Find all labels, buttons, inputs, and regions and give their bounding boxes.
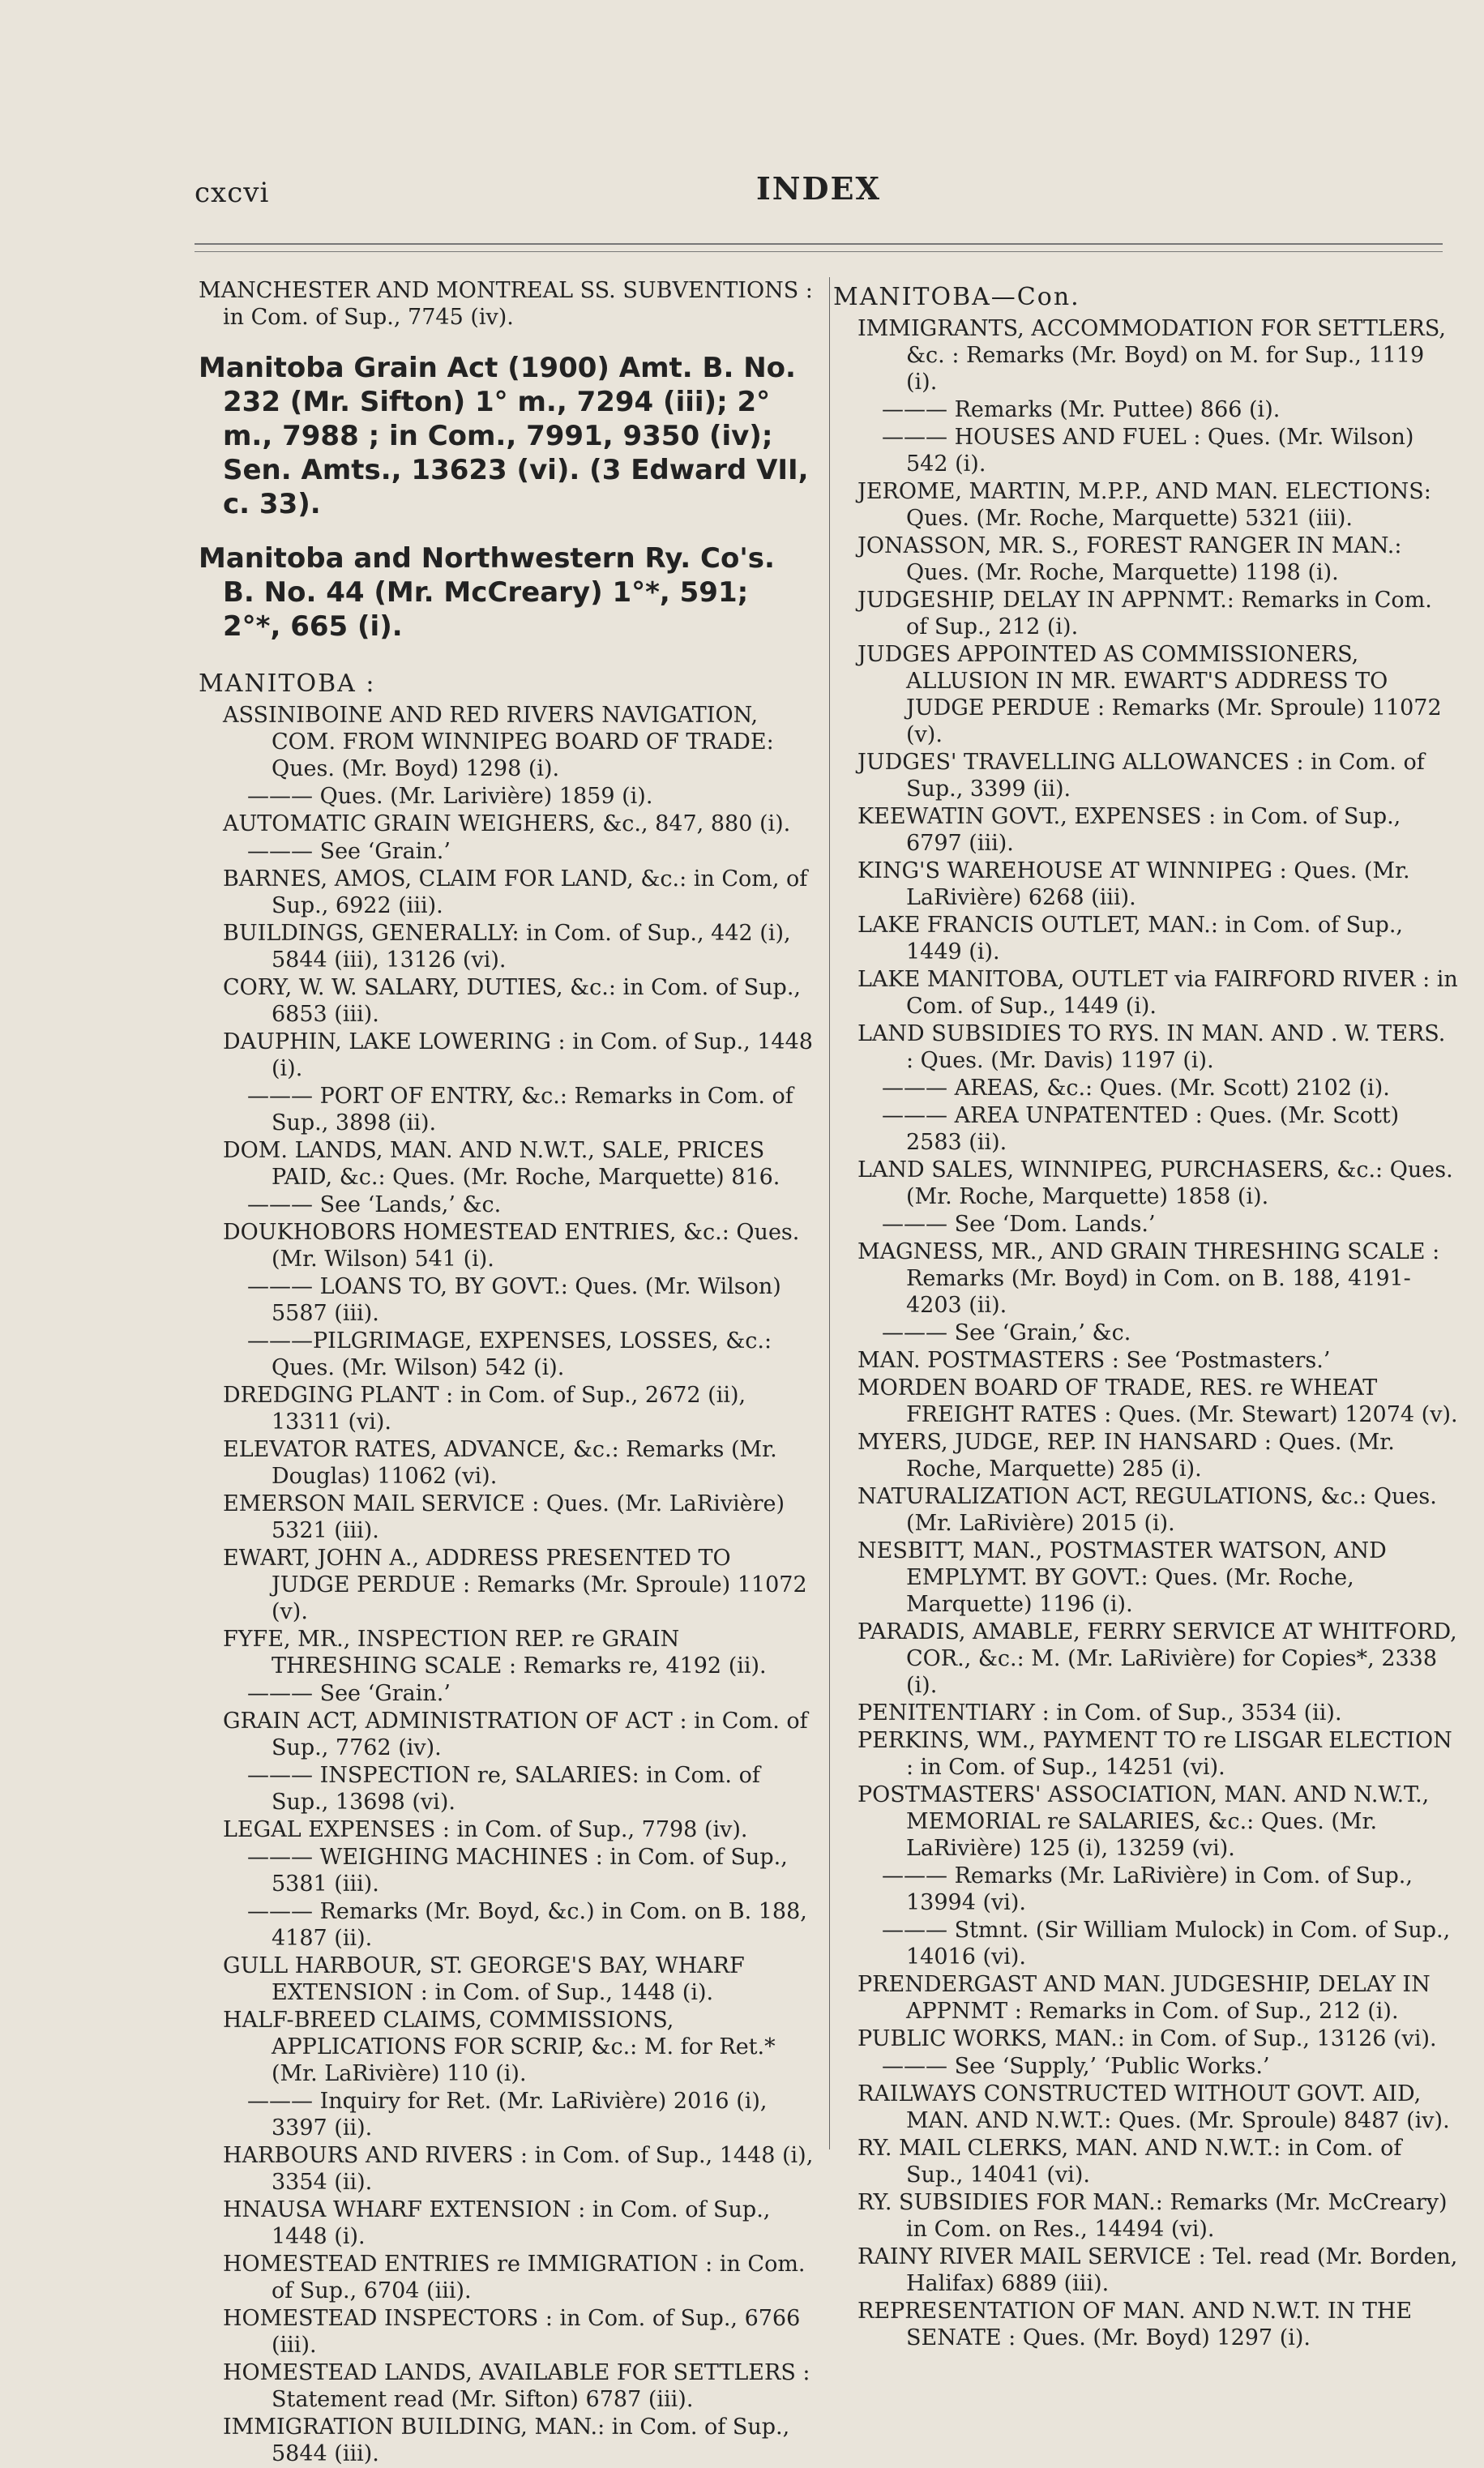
index-subentry: ——— See ‘Grain,’ &c. — [882, 1320, 1131, 1345]
index-entry: ASSINIBOINE AND RED RIVERS NAVIGATION, COM. FROM WINNIPEG BOARD OF TRADE: Ques. (Mr. Boyd) 1298 (i). — [223, 703, 774, 781]
index-entry: ELEVATOR RATES, ADVANCE, &c.: Remarks (Mr. Douglas) 11062 (vi). — [223, 1437, 777, 1489]
index-entry: AUTOMATIC GRAIN WEIGHERS, &c., 847, 880 (i). — [223, 811, 791, 836]
header-rule — [195, 243, 1443, 245]
index-entry: JUDGES APPOINTED AS COMMISSIONERS, ALLUSION IN MR. EWART'S ADDRESS TO JUDGE PERDUE : Remarks (Mr. Sproule) 11072 (v). — [857, 642, 1442, 747]
index-entry: PRENDERGAST AND MAN. JUDGESHIP, DELAY IN APPNMT : Remarks in Com. of Sup., 212 (i). — [857, 1972, 1431, 2024]
index-entry: HNAUSA WHARF EXTENSION : in Com. of Sup., 1448 (i). — [223, 2197, 771, 2249]
index-entry: DREDGING PLANT : in Com. of Sup., 2672 (ii), 13311 (vi). — [223, 1383, 746, 1435]
index-entry: LAKE MANITOBA, OUTLET via FAIRFORD RIVER : in Com. of Sup., 1449 (i). — [857, 967, 1458, 1019]
section-heading: MANITOBA : — [199, 669, 376, 698]
index-entry: BUILDINGS, GENERALLY: in Com. of Sup., 442 (i), 5844 (iii), 13126 (vi). — [223, 921, 791, 973]
index-entry: FYFE, MR., INSPECTION REP. re GRAIN THRESHING SCALE : Remarks re, 4192 (ii). — [223, 1627, 767, 1679]
index-entry: JUDGES' TRAVELLING ALLOWANCES : in Com. of Sup., 3399 (ii). — [857, 750, 1425, 802]
index-subentry: ——— See ‘Grain.’ — [247, 1681, 451, 1706]
column-divider — [829, 277, 830, 2149]
index-entry: GULL HARBOUR, ST. GEORGE'S BAY, WHARF EXTENSION : in Com. of Sup., 1448 (i). — [223, 1953, 745, 2005]
index-entry: MYERS, JUDGE, REP. IN HANSARD : Ques. (Mr. Roche, Marquette) 285 (i). — [857, 1430, 1395, 1482]
index-entry: MAN. POSTMASTERS : See ‘Postmasters.’ — [857, 1348, 1331, 1373]
index-entry: POSTMASTERS' ASSOCIATION, MAN. AND N.W.T., MEMORIAL re SALARIES, &c.: Ques. (Mr. LaRivière) 125 (i), 13259 (vi). — [857, 1782, 1430, 1861]
index-entry: PENITENTIARY : in Com. of Sup., 3534 (ii). — [857, 1700, 1342, 1726]
index-entry: PUBLIC WORKS, MAN.: in Com. of Sup., 13126 (vi). — [857, 2026, 1437, 2051]
index-entry: RY. MAIL CLERKS, MAN. AND N.W.T.: in Com. of Sup., 14041 (vi). — [857, 2136, 1402, 2188]
page-header — [195, 170, 1443, 219]
index-entry: RY. SUBSIDIES FOR MAN.: Remarks (Mr. McCreary) in Com. on Res., 14494 (vi). — [857, 2190, 1448, 2242]
index-entry: HOMESTEAD INSPECTORS : in Com. of Sup., 6766 (iii). — [223, 2306, 801, 2358]
running-title: INDEX — [756, 170, 881, 207]
index-subentry: ——— INSPECTION re, SALARIES: in Com. of Sup., 13698 (vi). — [247, 1763, 760, 1815]
index-entry: REPRESENTATION OF MAN. AND N.W.T. IN THE SENATE : Ques. (Mr. Boyd) 1297 (i). — [857, 2299, 1413, 2350]
index-entry: LEGAL EXPENSES : in Com. of Sup., 7798 (iv). — [223, 1817, 748, 1842]
index-entry: LAND SUBSIDIES TO RYS. IN MAN. AND . W. TERS. : Ques. (Mr. Davis) 1197 (i). — [857, 1021, 1446, 1073]
index-entry: NESBITT, MAN., POSTMASTER WATSON, AND EMPLYMT. BY GOVT.: Ques. (Mr. Roche, Marquette) 1196 (i). — [857, 1538, 1387, 1617]
index-entry: HARBOURS AND RIVERS : in Com. of Sup., 1448 (i), 3354 (ii). — [223, 2143, 814, 2195]
index-subentry: ———PILGRIMAGE, EXPENSES, LOSSES, &c.: Ques. (Mr. Wilson) 542 (i). — [247, 1328, 772, 1380]
index-entry: DOUKHOBORS HOMESTEAD ENTRIES, &c.: Ques. (Mr. Wilson) 541 (i). — [223, 1220, 800, 1272]
index-entry: BARNES, AMOS, CLAIM FOR LAND, &c.: in Com, of Sup., 6922 (iii). — [223, 866, 808, 918]
section-heading: MANITOBA—Con. — [833, 283, 1080, 311]
index-subentry: ——— See ‘Grain.’ — [247, 839, 451, 864]
index-subentry: ——— See ‘Lands,’ &c. — [247, 1192, 502, 1217]
left-column — [199, 277, 815, 2468]
index-subentry: ——— AREAS, &c.: Ques. (Mr. Scott) 2102 (i). — [882, 1076, 1390, 1101]
index-subentry: ——— See ‘Dom. Lands.’ — [882, 1212, 1156, 1237]
index-subentry: ——— PORT OF ENTRY, &c.: Remarks in Com. of Sup., 3898 (ii). — [247, 1084, 793, 1136]
index-entry: DOM. LANDS, MAN. AND N.W.T., SALE, PRICES PAID, &c.: Ques. (Mr. Roche, Marquette) 816. — [223, 1138, 780, 1190]
index-subentry: ——— Inquiry for Ret. (Mr. LaRivière) 2016 (i), 3397 (ii). — [247, 2089, 768, 2141]
index-entry: KING'S WAREHOUSE AT WINNIPEG : Ques. (Mr. LaRivière) 6268 (iii). — [857, 858, 1410, 910]
index-subentry: ——— Ques. (Mr. Larivière) 1859 (i). — [247, 784, 653, 809]
index-entry: JEROME, MARTIN, M.P.P., AND MAN. ELECTIONS: Ques. (Mr. Roche, Marquette) 5321 (iii). — [857, 479, 1431, 531]
index-entry: HALF-BREED CLAIMS, COMMISSIONS, APPLICATIONS FOR SCRIP, &c.: M. for Ret.* (Mr. LaRivière) 110 (i). — [223, 2008, 776, 2086]
index-subentry: ——— AREA UNPATENTED : Ques. (Mr. Scott) 2583 (ii). — [882, 1103, 1400, 1155]
index-entry: IMMIGRANTS, ACCOMMODATION FOR SETTLERS, &c. : Remarks (Mr. Boyd) on M. for Sup., 1119 (i). — [857, 316, 1447, 395]
index-entry: IMMIGRATION BUILDING, MAN.: in Com. of Sup., 5844 (iii). — [223, 2415, 790, 2466]
header-rule-thin — [195, 251, 1443, 252]
index-entry: EMERSON MAIL SERVICE : Ques. (Mr. LaRivière) 5321 (iii). — [223, 1491, 785, 1543]
index-subentry: ——— Stmnt. (Sir William Mulock) in Com. of Sup., 14016 (vi). — [882, 1918, 1451, 1970]
index-subentry: ——— WEIGHING MACHINES : in Com. of Sup., 5381 (iii). — [247, 1845, 788, 1897]
index-subentry: ——— See ‘Supply,’ ‘Public Works.’ — [882, 2054, 1270, 2079]
index-entry: JUDGESHIP, DELAY IN APPNMT.: Remarks in Com. of Sup., 212 (i). — [857, 588, 1432, 639]
index-entry: RAILWAYS CONSTRUCTED WITHOUT GOVT. AID, MAN. AND N.W.T.: Ques. (Mr. Sproule) 8487 (iv). — [857, 2081, 1450, 2133]
index-entry: PERKINS, WM., PAYMENT TO re LISGAR ELECTION : in Com. of Sup., 14251 (vi). — [857, 1728, 1452, 1780]
index-entry: PARADIS, AMABLE, FERRY SERVICE AT WHITFORD, COR., &c.: M. (Mr. LaRivière) for Copies*, 2338 (i). — [857, 1619, 1457, 1698]
index-entry: GRAIN ACT, ADMINISTRATION OF ACT : in Com. of Sup., 7762 (iv). — [223, 1709, 808, 1760]
index-subentry: ——— LOANS TO, BY GOVT.: Ques. (Mr. Wilson) 5587 (iii). — [247, 1274, 781, 1326]
index-subentry: ——— HOUSES AND FUEL : Ques. (Mr. Wilson) 542 (i). — [882, 425, 1414, 477]
index-entry: MANCHESTER AND MONTREAL SS. SUBVENTIONS : in Com. of Sup., 7745 (iv). — [199, 278, 813, 330]
index-entry: NATURALIZATION ACT, REGULATIONS, &c.: Ques. (Mr. LaRivière) 2015 (i). — [857, 1484, 1437, 1536]
index-entry: HOMESTEAD LANDS, AVAILABLE FOR SETTLERS : Statement read (Mr. Sifton) 6787 (iii). — [223, 2360, 810, 2412]
index-entry: DAUPHIN, LAKE LOWERING : in Com. of Sup., 1448 (i). — [223, 1029, 813, 1081]
bill-entry: Manitoba Grain Act (1900) Amt. B. No. 232 (Mr. Sifton) 1° m., 7294 (iii); 2° m., 7988 ; in Com., 7991, 9350 (iv); Sen. Amts., 13623 (vi). (3 Edward VII, c. 33). — [199, 352, 809, 520]
right-column — [833, 277, 1459, 2352]
index-entry: EWART, JOHN A., ADDRESS PRESENTED TO JUDGE PERDUE : Remarks (Mr. Sproule) 11072 (v). — [223, 1546, 807, 1624]
index-entry: LAKE FRANCIS OUTLET, MAN.: in Com. of Sup., 1449 (i). — [857, 913, 1403, 965]
index-subentry: ——— Remarks (Mr. LaRivière) in Com. of Sup., 13994 (vi). — [882, 1863, 1413, 1915]
index-entry: KEEWATIN GOVT., EXPENSES : in Com. of Sup., 6797 (iii). — [857, 804, 1401, 856]
index-entry: HOMESTEAD ENTRIES re IMMIGRATION : in Com. of Sup., 6704 (iii). — [223, 2252, 806, 2303]
index-entry: CORY, W. W. SALARY, DUTIES, &c.: in Com. of Sup., 6853 (iii). — [223, 975, 801, 1027]
index-subentry: ——— Remarks (Mr. Puttee) 866 (i). — [882, 397, 1281, 422]
index-entry: MORDEN BOARD OF TRADE, RES. re WHEAT FREIGHT RATES : Ques. (Mr. Stewart) 12074 (v). — [857, 1375, 1458, 1427]
index-subentry: ——— Remarks (Mr. Boyd, &c.) in Com. on B. 188, 4187 (ii). — [247, 1899, 807, 1951]
page-number: cxcvi — [195, 177, 270, 209]
index-entry: LAND SALES, WINNIPEG, PURCHASERS, &c.: Ques. (Mr. Roche, Marquette) 1858 (i). — [857, 1157, 1453, 1209]
index-entry: JONASSON, MR. S., FOREST RANGER IN MAN.: Ques. (Mr. Roche, Marquette) 1198 (i). — [857, 533, 1402, 585]
bill-entry: Manitoba and Northwestern Ry. Co's. B. No. 44 (Mr. McCreary) 1°*, 591; 2°*, 665 (i). — [199, 542, 775, 643]
index-entry: MAGNESS, MR., AND GRAIN THRESHING SCALE : Remarks (Mr. Boyd) in Com. on B. 188, 4191-4203 (ii). — [857, 1239, 1440, 1318]
index-entry: RAINY RIVER MAIL SERVICE : Tel. read (Mr. Borden, Halifax) 6889 (iii). — [857, 2244, 1458, 2296]
